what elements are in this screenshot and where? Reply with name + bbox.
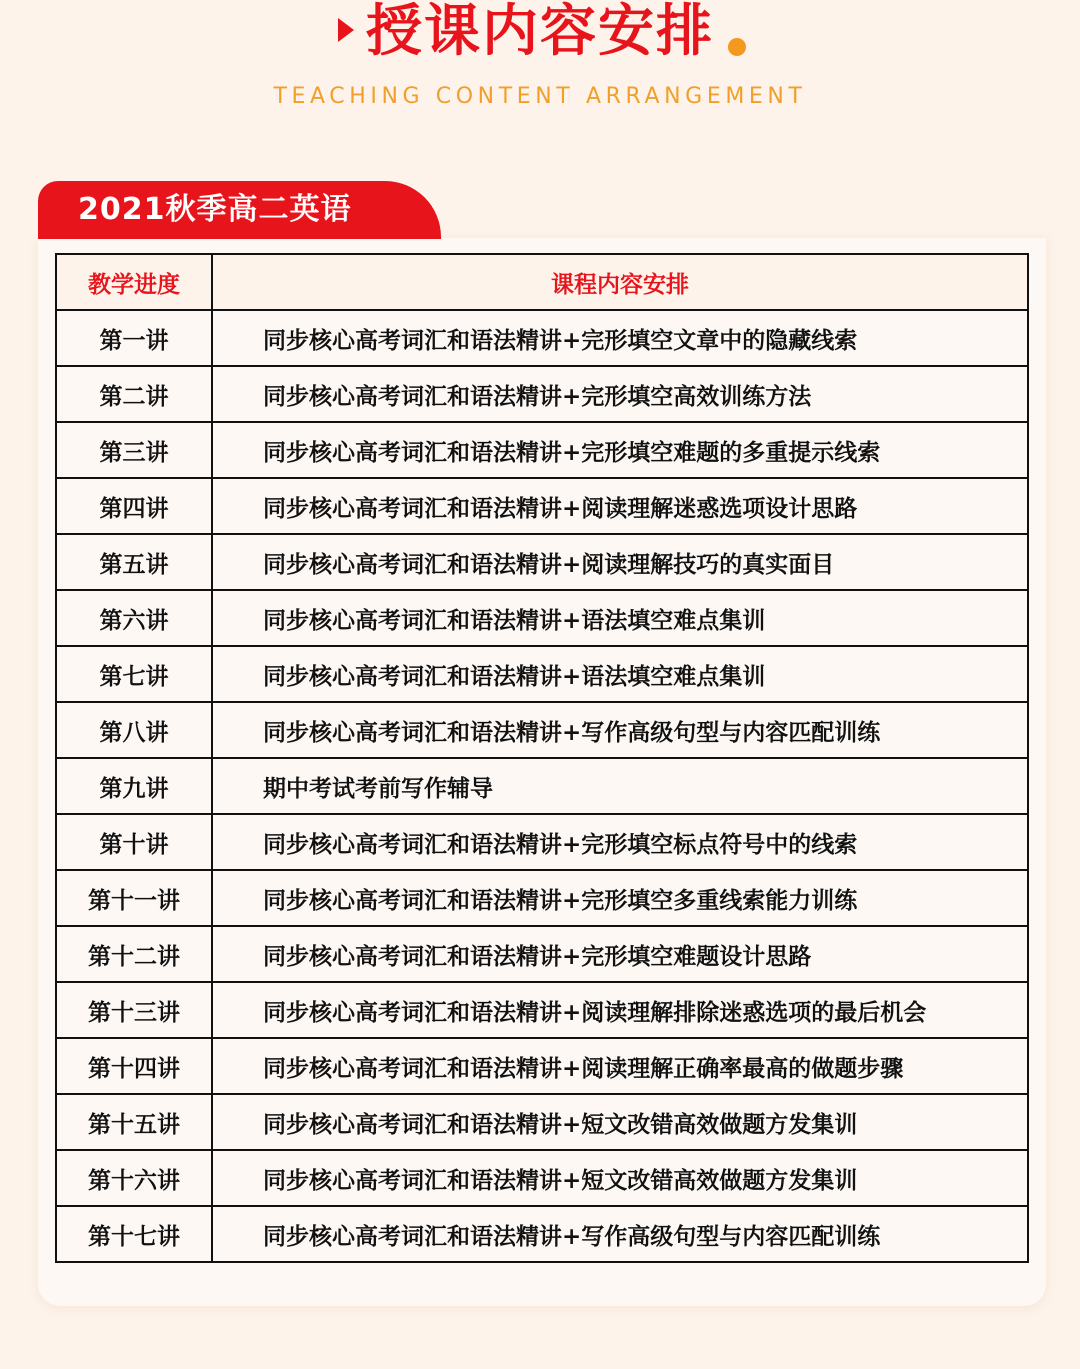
table-row	[56, 814, 1028, 870]
lesson-cell: 第十二讲	[56, 926, 212, 982]
lesson-cell: 第五讲	[56, 534, 212, 590]
table-row	[56, 926, 1028, 982]
course-tab	[38, 181, 441, 239]
content-cell: 同步核心高考词汇和语法精讲+完形填空难题的多重提示线索	[212, 422, 1028, 478]
dot-icon	[728, 38, 746, 56]
page-title	[366, 0, 714, 64]
content-cell: 同步核心高考词汇和语法精讲+短文改错高效做题方发集训	[212, 1150, 1028, 1206]
table-row	[56, 310, 1028, 366]
content-cell: 同步核心高考词汇和语法精讲+阅读理解技巧的真实面目	[212, 534, 1028, 590]
content-cell: 同步核心高考词汇和语法精讲+阅读理解排除迷惑选项的最后机会	[212, 982, 1028, 1038]
lesson-cell: 第九讲	[56, 758, 212, 814]
lesson-cell: 第三讲	[56, 422, 212, 478]
table-header-row	[56, 254, 1028, 310]
lesson-cell: 第十三讲	[56, 982, 212, 1038]
table-row	[56, 646, 1028, 702]
lesson-cell: 第六讲	[56, 590, 212, 646]
content-cell: 同步核心高考词汇和语法精讲+完形填空高效训练方法	[212, 366, 1028, 422]
page-subtitle: TEACHING CONTENT ARRANGEMENT	[273, 84, 807, 109]
lesson-cell: 第二讲	[56, 366, 212, 422]
table-row	[56, 1038, 1028, 1094]
content-cell: 同步核心高考词汇和语法精讲+语法填空难点集训	[212, 590, 1028, 646]
table-row	[56, 478, 1028, 534]
title-area	[0, 0, 1080, 70]
schedule-table	[55, 253, 1029, 1263]
lesson-cell: 第八讲	[56, 702, 212, 758]
content-cell: 同步核心高考词汇和语法精讲+完形填空标点符号中的线索	[212, 814, 1028, 870]
table-row	[56, 1150, 1028, 1206]
table-row	[56, 870, 1028, 926]
table-row	[56, 982, 1028, 1038]
content-cell: 同步核心高考词汇和语法精讲+阅读理解正确率最高的做题步骤	[212, 1038, 1028, 1094]
table-row	[56, 590, 1028, 646]
lesson-cell: 第十六讲	[56, 1150, 212, 1206]
content-cell: 同步核心高考词汇和语法精讲+短文改错高效做题方发集训	[212, 1094, 1028, 1150]
lesson-cell: 第七讲	[56, 646, 212, 702]
table-row	[56, 758, 1028, 814]
table-row	[56, 534, 1028, 590]
column-header-progress: 教学进度	[56, 254, 212, 310]
table-row	[56, 1094, 1028, 1150]
column-header-content: 课程内容安排	[212, 254, 1028, 310]
content-cell: 同步核心高考词汇和语法精讲+完形填空难题设计思路	[212, 926, 1028, 982]
lesson-cell: 第一讲	[56, 310, 212, 366]
lesson-cell: 第十七讲	[56, 1206, 212, 1262]
content-cell: 同步核心高考词汇和语法精讲+完形填空文章中的隐藏线索	[212, 310, 1028, 366]
lesson-cell: 第四讲	[56, 478, 212, 534]
table-row	[56, 422, 1028, 478]
lesson-cell: 第十讲	[56, 814, 212, 870]
content-cell: 期中考试考前写作辅导	[212, 758, 1028, 814]
lesson-cell: 第十四讲	[56, 1038, 212, 1094]
lesson-cell: 第十一讲	[56, 870, 212, 926]
table-body	[56, 310, 1028, 1262]
table-row	[56, 1206, 1028, 1262]
table-row	[56, 702, 1028, 758]
content-cell: 同步核心高考词汇和语法精讲+写作高级句型与内容匹配训练	[212, 1206, 1028, 1262]
course-tab-label: 2021秋季高二英语	[78, 192, 352, 227]
content-cell: 同步核心高考词汇和语法精讲+阅读理解迷惑选项设计思路	[212, 478, 1028, 534]
triangle-icon	[338, 18, 354, 42]
content-cell: 同步核心高考词汇和语法精讲+完形填空多重线索能力训练	[212, 870, 1028, 926]
content-cell: 同步核心高考词汇和语法精讲+写作高级句型与内容匹配训练	[212, 702, 1028, 758]
table-row	[56, 366, 1028, 422]
page-title-text: 授课内容安排	[366, 0, 714, 64]
lesson-cell: 第十五讲	[56, 1094, 212, 1150]
content-cell: 同步核心高考词汇和语法精讲+语法填空难点集训	[212, 646, 1028, 702]
